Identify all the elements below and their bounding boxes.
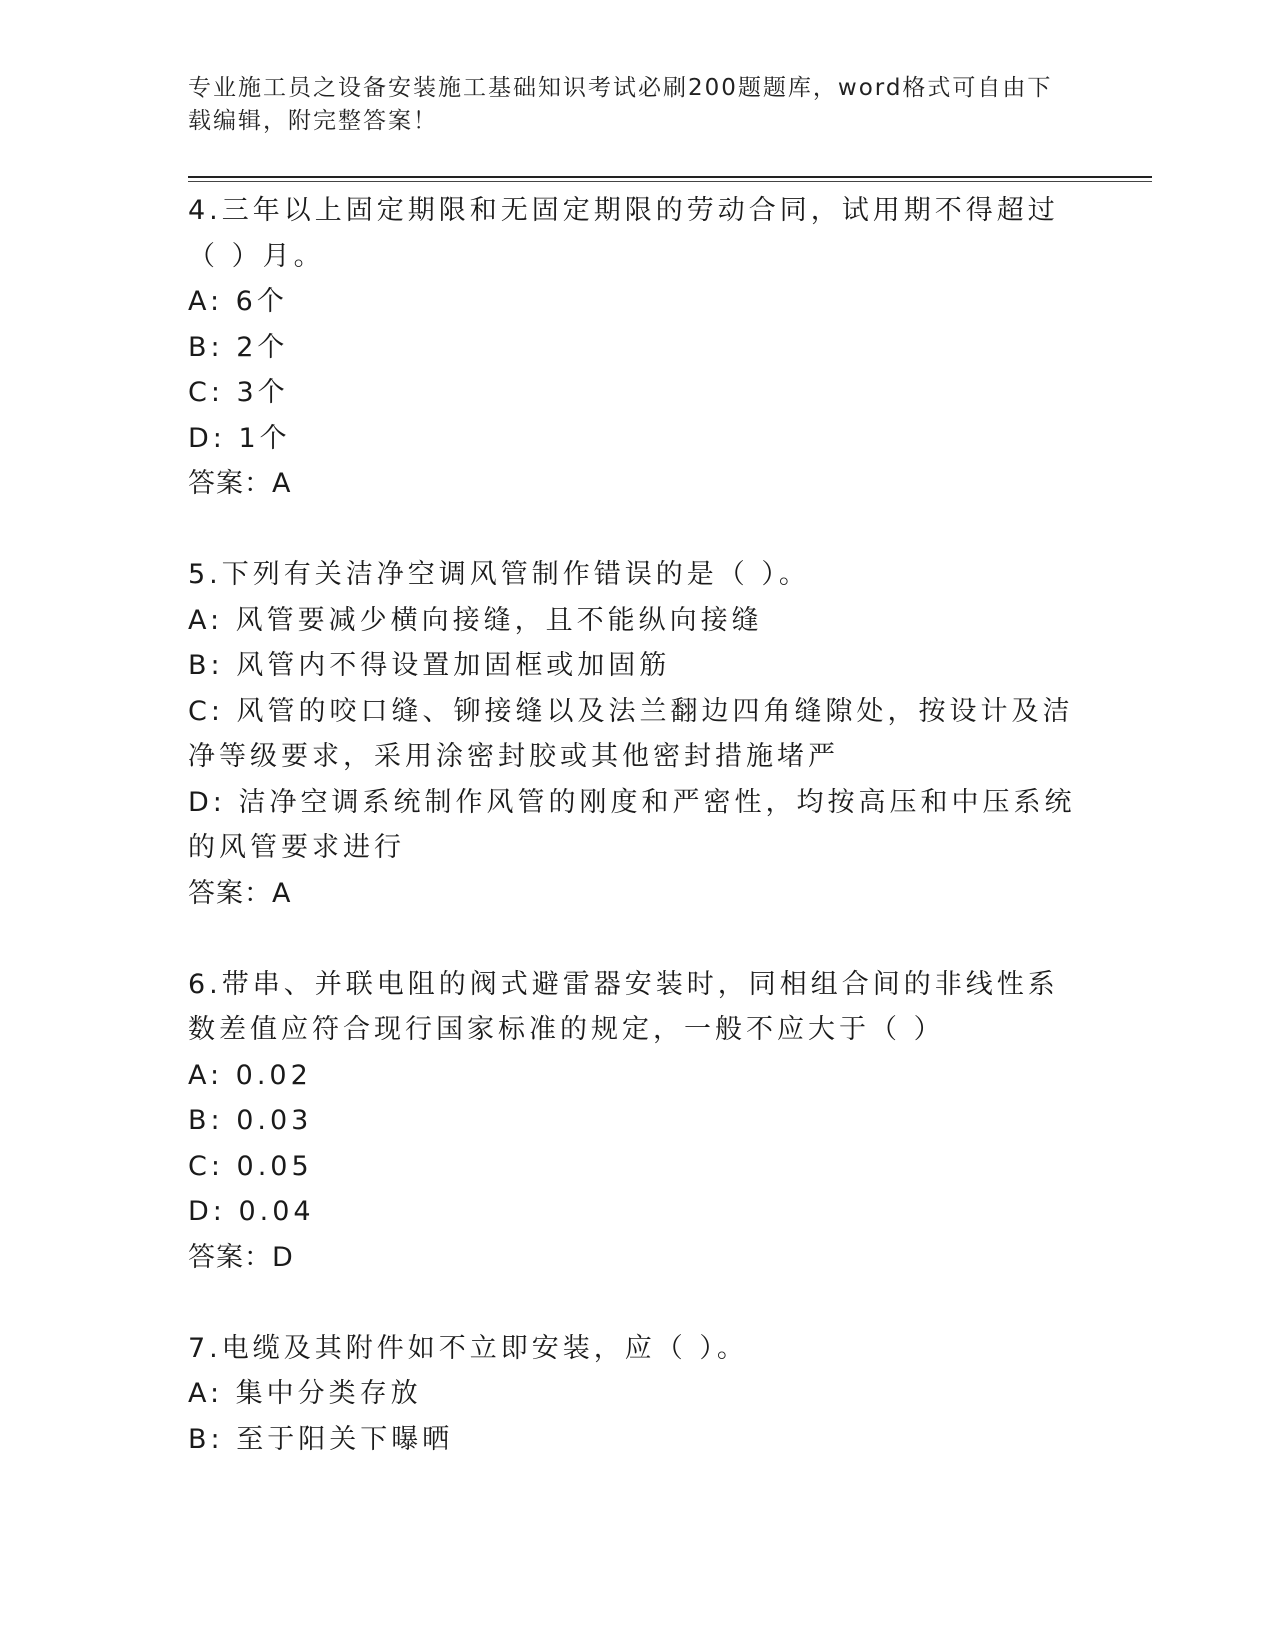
option-a: A: 0.02 xyxy=(188,1059,312,1091)
option-d: D: 洁净空调系统制作风管的刚度和严密性，均按高压和中压系统的风管要求进行 xyxy=(188,786,1076,863)
answer-label: 答案：A xyxy=(188,877,292,909)
option-c: C: 风管的咬口缝、铆接缝以及法兰翻边四角缝隙处，按设计及洁净等级要求，采用涂密封胶或其他密封措施堵严 xyxy=(188,695,1074,772)
question-7 xyxy=(188,1326,1083,1463)
option-b: B: 2个 xyxy=(188,331,289,363)
option-b: B: 风管内不得设置加固框或加固筋 xyxy=(188,650,671,681)
question-spacer xyxy=(188,916,1083,962)
header-divider-thin xyxy=(188,181,1152,182)
option-a: A: 风管要减少横向接缝，且不能纵向接缝 xyxy=(188,604,763,636)
option-b: B: 至于阳关下曝晒 xyxy=(188,1423,454,1455)
question-stem: 4.三年以上固定期限和无固定期限的劳动合同，试用期不得超过（ ）月。 xyxy=(188,195,1059,272)
question-spacer xyxy=(188,1280,1083,1326)
question-5 xyxy=(188,552,1083,916)
option-a: A: 集中分类存放 xyxy=(188,1378,422,1409)
question-6 xyxy=(188,962,1083,1281)
document-header: 专业施工员之设备安装施工基础知识考试必刷200题题库，word格式可自由下载编辑，附完整答案！ xyxy=(188,75,1053,134)
question-stem: 6.带串、并联电阻的阀式避雷器安装时，同相组合间的非线性系数差值应符合现行国家标准的规定，一般不应大于（ ） xyxy=(188,968,1059,1045)
option-d: D: 1个 xyxy=(188,422,291,454)
question-4 xyxy=(188,188,1083,507)
answer-label: 答案：D xyxy=(188,1241,294,1273)
question-stem: 7.电缆及其附件如不立即安装，应（ ）。 xyxy=(188,1332,748,1364)
option-c: C: 0.05 xyxy=(188,1150,313,1182)
answer-label: 答案：A xyxy=(188,468,292,499)
question-stem: 5.下列有关洁净空调风管制作错误的是（ ）。 xyxy=(188,559,810,590)
question-list xyxy=(188,188,1083,1462)
question-spacer xyxy=(188,507,1083,553)
option-d: D: 0.04 xyxy=(188,1196,315,1227)
header-divider-thick xyxy=(188,176,1152,178)
option-a: A: 6个 xyxy=(188,286,288,317)
option-c: C: 3个 xyxy=(188,377,289,408)
option-b: B: 0.03 xyxy=(188,1105,313,1136)
